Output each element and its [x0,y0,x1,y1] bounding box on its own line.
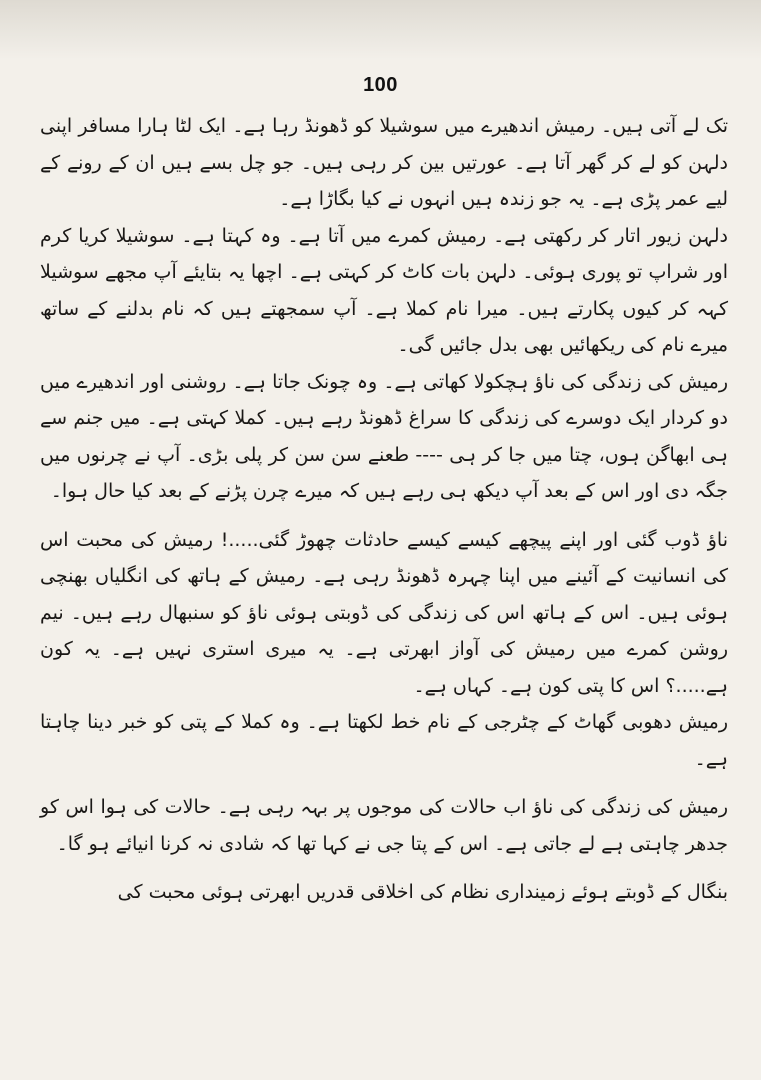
paragraph-6: رمیش کی زندگی کی ناؤ اب حالات کی موجوں پر بہہ رہی ہے۔ حالات کی ہوا اس کو جدھر چاہتی ہے لے جاتی ہے۔ اس کے پتا جی نے کہا تھا کہ شادی نہ کرنا انیائے ہو گا۔ [40,796,728,855]
paragraph-3: رمیش کی زندگی کی ناؤ ہچکولا کھاتی ہے۔ وہ چونک جاتا ہے۔ روشنی اور اندھیرے میں دو کردار ایک دوسرے کی زندگی کا سراغ ڈھونڈ رہے ہیں۔ کملا کہتی ہے۔ میں جنم سے ہی ابھاگن ہوں، چتا میں جا کر ہی ---- طعنے سن سن کر پلی بڑی۔ آپ نے چرنوں میں جگہ دی اور اس کے بعد آپ دیکھ ہی رہے ہیں کہ میرے چرن پڑنے کے بعد کیا حال ہوا۔ [40,370,728,502]
scan-shadow [0,0,761,60]
body-text [40,108,728,911]
paragraph-7: بنگال کے ڈوبتے ہوئے زمینداری نظام کی اخلاقی قدریں ابھرتی ہوئی محبت کی [117,881,728,903]
paragraph-2: دلہن زیور اتار کر رکھتی ہے۔ رمیش کمرے میں آتا ہے۔ وہ کہتا ہے۔ سوشیلا کریا کرم اور شراپ تو پوری ہوئی۔ دلہن بات کاٹ کر کہتی ہے۔ اچھا یہ بتایئے آپ مجھے سوشیلا کہہ کر کیوں پکارتے ہیں۔ میرا نام کملا ہے۔ آپ سمجھتے ہیں کہ نام بدلنے کے ساتھ میرے نام کی ریکھائیں بھی بدل جائیں گی۔ [40,224,728,356]
paragraph-1: تک لے آتی ہیں۔ رمیش اندھیرے میں سوشیلا کو ڈھونڈ رہا ہے۔ ایک لٹا ہارا مسافر اپنی دلہن کو لے کر گھر آتا ہے۔ عورتیں بین کر رہی ہیں۔ جو چل بسے ہیں ان کے رونے کے لیے عمر پڑی ہے۔ یہ جو زندہ ہیں انہوں نے کیا بگاڑا ہے۔ [40,115,728,210]
page-number: 100 [363,74,398,96]
paragraph-5: رمیش دھوبی گھاٹ کے چٹرجی کے نام خط لکھتا ہے۔ وہ کملا کے پتی کو خبر دینا چاہتا ہے۔ [40,711,728,770]
paragraph-4: ناؤ ڈوب گئی اور اپنے پیچھے کیسے کیسے حادثات چھوڑ گئی.....! رمیش کی محبت اس کی انسانیت کے آئینے میں اپنا چہرہ ڈھونڈ رہی ہے۔ رمیش کے ہاتھ کی انگلیاں بھنچی ہوئی ہیں۔ اس کے ہاتھ اس کی زندگی کی ڈوبتی ہوئی ناؤ کو سنبھال رہے ہیں۔ نیم روشن کمرے میں رمیش کی آواز ابھرتی ہے۔ یہ میری استری نہیں ہے۔ یہ کون ہے.....؟ اس کا پتی کون ہے۔ کہاں ہے۔ [40,528,728,697]
